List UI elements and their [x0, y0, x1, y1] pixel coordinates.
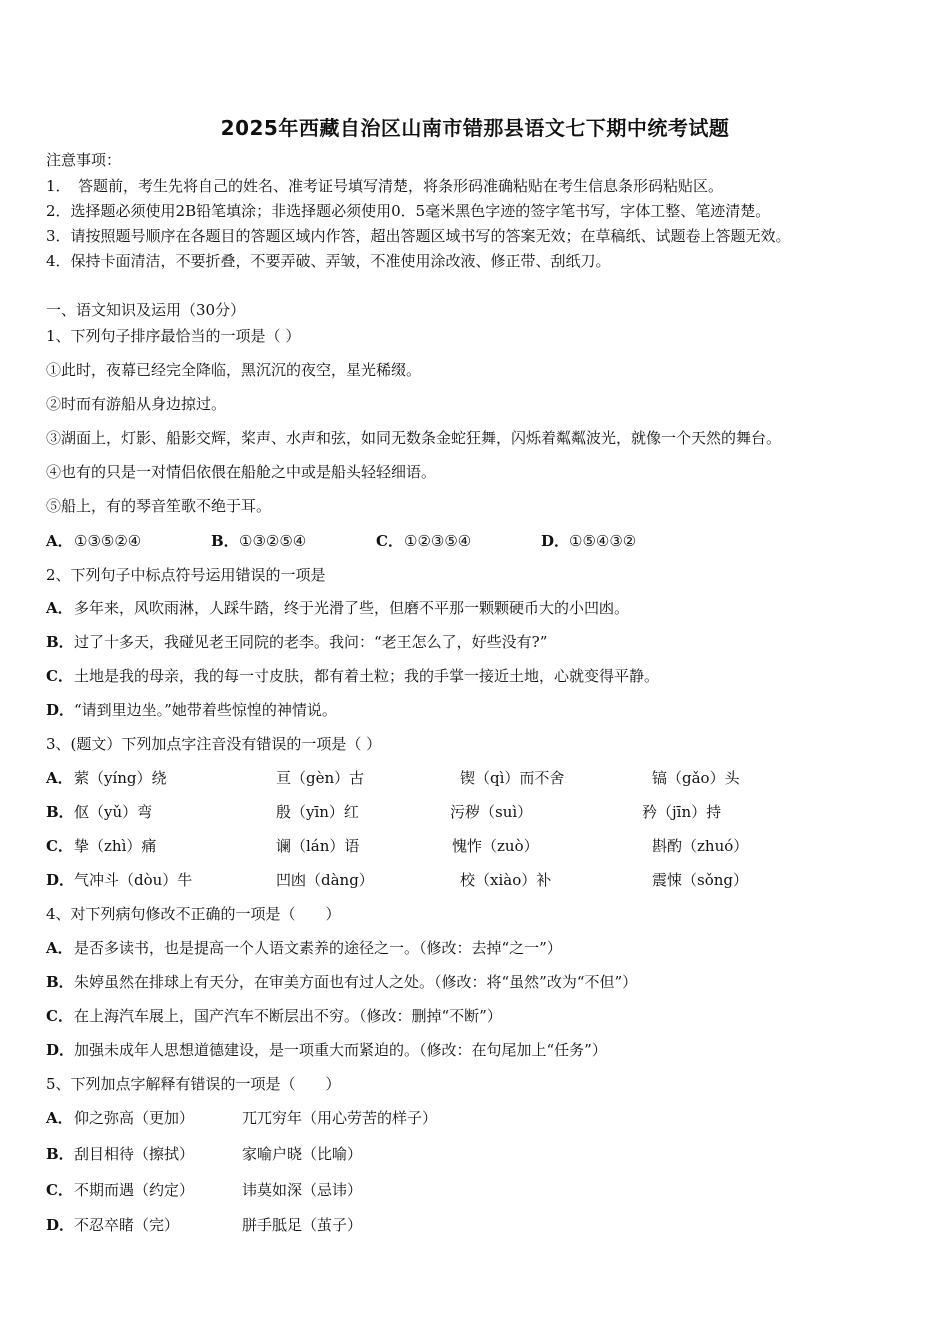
q1-sentence: ③湖面上，灯影、船影交辉，桨声、水声和弦，如同无数条金蛇狂舞，闪烁着粼粼波光，就像一个天然的舞台。 [46, 429, 782, 447]
q3-row-c-item3: 愧怍（zuò） [452, 837, 539, 855]
q3-row-a-item4: 镐（gǎo）头 [652, 769, 740, 787]
q4-option-c: C．在上海汽车展上，国产汽车不断层出不穷。（修改：删掉“不断”） [46, 1007, 502, 1025]
page-title: 2025年西藏自治区山南市错那县语文七下期中统考试题 [220, 116, 730, 140]
q2-option-b: B．过了十多天，我碰见老王同院的老李。我问：“老王怎么了，好些没有?” [46, 633, 548, 651]
q3-row-b-item2: 殷（yīn）红 [276, 803, 359, 821]
q4-stem: 4、对下列病句修改不正确的一项是（ ） [46, 905, 341, 923]
note-item: 1． 答题前，考生先将自己的姓名、准考证号填写清楚，将条形码准确粘贴在考生信息条形码粘贴区。 [46, 177, 724, 195]
q1-stem: 1、下列句子排序最恰当的一项是（ ） [46, 327, 301, 345]
q5-row-b-item1: B．刮目相待（擦拭） [46, 1145, 195, 1163]
q5-row-a-item1: A．仰之弥高（更加） [46, 1109, 195, 1127]
q1-option-a: A．①③⑤②④ [46, 532, 142, 550]
q5-row-b-item2: 家喻户晓（比喻） [242, 1145, 363, 1163]
q1-sentence: ①此时，夜幕已经完全降临，黑沉沉的夜空，星光稀缀。 [46, 361, 422, 379]
q5-row-d-item1: D．不忍卒睹（完） [46, 1216, 180, 1234]
q3-row-c-item2: 谰（lán）语 [276, 837, 360, 855]
section-heading: 一、语文知识及运用（30分） [46, 301, 246, 319]
q3-row-b-item3: 污秽（suì） [450, 803, 533, 821]
q3-row-c-item4: 斟酌（zhuó） [652, 837, 749, 855]
q1-option-d: D．①⑤④③② [541, 532, 637, 550]
q4-option-a: A．是否多读书，也是提高一个人语文素养的途径之一。（修改：去掉“之一”） [46, 939, 562, 957]
q5-stem: 5、下列加点字解释有错误的一项是（ ） [46, 1075, 341, 1093]
q1-option-b: B．①③②⑤④ [211, 532, 307, 550]
q3-row-d-item1: D．气冲斗（dòu）牛 [46, 871, 193, 889]
q1-sentence: ④也有的只是一对情侣依偎在船舱之中或是船头轻轻细语。 [46, 463, 437, 481]
q3-row-d-item4: 震悚（sǒng） [652, 871, 748, 889]
q1-sentence: ⑤船上，有的琴音笙歌不绝于耳。 [46, 497, 272, 515]
q2-option-a: A．多年来，风吹雨淋，人踩牛踏，终于光滑了些，但磨不平那一颗颗硬币大的小凹凼。 [46, 599, 630, 617]
q5-row-c-item2: 讳莫如深（忌讳） [242, 1181, 363, 1199]
note-item: 2．选择题必须使用2B铅笔填涂；非选择题必须使用0．5毫米黑色字迹的签字笔书写，字体工整、笔迹清楚。 [46, 202, 771, 220]
q3-row-b-item1: B．伛（yǔ）弯 [46, 803, 153, 821]
q2-option-c: C．土地是我的母亲，我的每一寸皮肤，都有着土粒；我的手掌一接近土地，心就变得平静。 [46, 667, 660, 685]
q3-row-d-item2: 凹凼（dàng） [276, 871, 374, 889]
q3-row-a-item2: 亘（gèn）古 [276, 769, 365, 787]
q3-row-a-item1: A．萦（yíng）绕 [46, 769, 167, 787]
q3-row-b-item4: 矜（jīn）持 [642, 803, 722, 821]
q4-option-b: B．朱婷虽然在排球上有天分，在审美方面也有过人之处。（修改：将“虽然”改为“不但”） [46, 973, 638, 991]
q3-stem: 3、(题文）下列加点字注音没有错误的一项是（ ） [46, 735, 382, 753]
q1-option-c: C．①②③⑤④ [376, 532, 472, 550]
note-item: 3．请按照题号顺序在各题目的答题区域内作答，超出答题区域书写的答案无效；在草稿纸、试题卷上答题无效。 [46, 227, 791, 245]
q3-row-d-item3: 校（xiào）补 [460, 871, 552, 889]
q5-row-a-item2: 兀兀穷年（用心劳苦的样子） [242, 1109, 438, 1127]
q5-row-c-item1: C．不期而遇（约定） [46, 1181, 195, 1199]
q3-row-a-item3: 锲（qì）而不舍 [460, 769, 565, 787]
q2-stem: 2、下列句子中标点符号运用错误的一项是 [46, 566, 326, 584]
notes-heading: 注意事项： [46, 151, 122, 169]
note-item: 4．保持卡面清洁，不要折叠，不要弄破、弄皱，不准使用涂改液、修正带、刮纸刀。 [46, 252, 611, 270]
q5-row-d-item2: 胼手胝足（茧子） [242, 1216, 363, 1234]
q2-option-d: D．“请到里边坐。”她带着些惊惶的神情说。 [46, 701, 337, 719]
q4-option-d: D．加强未成年人思想道德建设，是一项重大而紧迫的。（修改：在句尾加上“任务”） [46, 1041, 607, 1059]
q1-sentence: ②时而有游船从身边掠过。 [46, 395, 227, 413]
q3-row-c-item1: C．挚（zhì）痛 [46, 837, 157, 855]
